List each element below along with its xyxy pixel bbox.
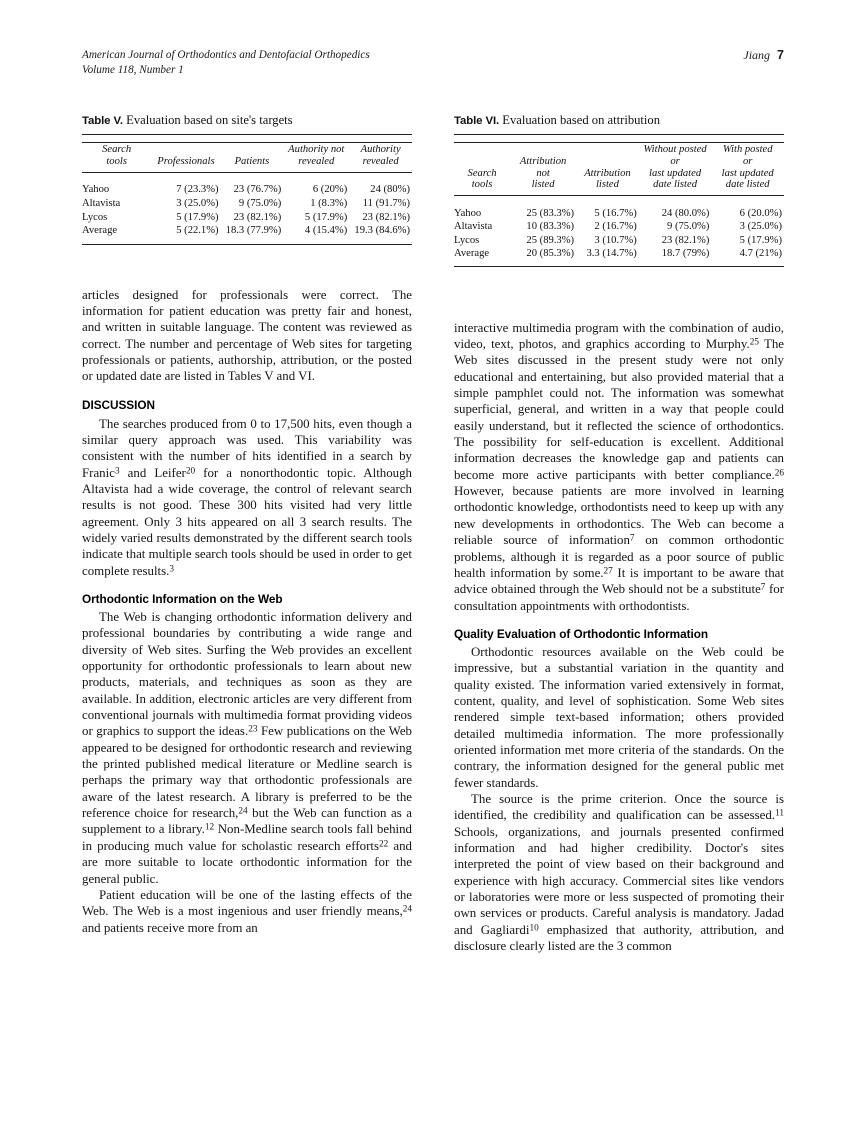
table-row — [454, 221, 784, 235]
header-line: Authority — [360, 144, 401, 156]
text-run: The searches produced from 0 to 17,500 hits, even though a similar query approach was used. This variability was consistent with the number of hits identified in a search by Franic — [82, 416, 412, 480]
cell: 7 (23.3%) — [176, 184, 219, 196]
footnote-ref: 12 — [204, 822, 215, 833]
text-run: and are more suitable to locate orthodontic information for the general public. — [82, 838, 412, 886]
header-line: revealed — [298, 155, 335, 167]
row-label: Lycos — [454, 234, 480, 246]
footnote-ref: 7 — [629, 533, 635, 544]
paragraph-quality-2 — [454, 791, 784, 954]
table-vi-block — [454, 112, 784, 268]
paragraph-right-continued — [454, 320, 784, 614]
table-v-body — [82, 178, 412, 247]
table-vi-rule-bottom — [454, 266, 784, 268]
left-column — [82, 112, 412, 1072]
heading-discussion: DISCUSSION — [82, 397, 155, 412]
footnote-ref: 22 — [378, 839, 389, 850]
paragraph-web-2 — [82, 887, 412, 936]
header-line: date listed — [653, 179, 697, 191]
cell: 6 (20%) — [312, 184, 348, 196]
text-run: for consultation appointments with orthodontists. — [454, 582, 784, 613]
footnote-ref: 24 — [238, 806, 248, 817]
text-run: and Leifer — [119, 465, 186, 480]
table-row — [82, 197, 412, 211]
table-v-header-row — [82, 143, 412, 172]
footnote-ref: 3 — [114, 466, 120, 477]
cell: 11 (91.7%) — [362, 197, 410, 209]
cell: 3 (10.7%) — [594, 234, 637, 246]
header-line: Without posted — [643, 144, 707, 156]
footnote-ref: 10 — [529, 923, 539, 934]
table-v-col-4 — [349, 143, 412, 172]
paragraph-continued: articles designed for professionals were correct. The information for patient education was pretty fair and honest, and written in suitable language. The content was reviewed as correct. The number and percentage of Web sites for targeting professionals or patients, authorship, attribution, or the posted or updated date are listed in Tables V and VI. — [82, 287, 412, 384]
header-line: Authority not — [288, 144, 345, 156]
table-vi-col-2 — [576, 143, 639, 195]
header-line: tools — [106, 155, 127, 167]
cell: 25 (83.3%) — [526, 207, 575, 219]
header-line: listed — [595, 179, 619, 191]
table-vi-rule-top — [454, 135, 784, 143]
header-line: or — [670, 155, 680, 167]
footnote-ref: 7 — [760, 582, 766, 593]
cell: 9 (75.0%) — [667, 221, 710, 233]
gap — [454, 282, 784, 320]
table-v-rule-top — [82, 135, 412, 143]
spacer — [82, 238, 412, 245]
text-run: for a nonorthodontic topic. Although Altavista had a wide coverage, the control of relevant search results is not good. These 300 hits visited had very little agreement. Only 3 hits appeared on all 3 search results. The widely varied results demonstrated by the different search tools indicate that multiple search tools should be used in order to get complete results. — [82, 465, 413, 578]
table-vi-col-3 — [639, 143, 712, 195]
header-line: revealed — [362, 155, 399, 167]
cell: 9 (75.0%) — [238, 197, 282, 209]
cell: 3 (25.0%) — [739, 221, 782, 233]
text-run: but the Web can function as a supplement to a library. — [82, 806, 413, 837]
header-line: or — [742, 155, 753, 167]
cell: 6 (20.0%) — [739, 207, 782, 219]
table-vi-header-row — [454, 143, 784, 195]
text-run: However, because patients are more involved in learning orthodontic knowledge, orthodontists need to keep up with any new developments in orthodontics. The Web can become a reliable source of information — [454, 484, 784, 548]
cell: 4 (15.4%) — [304, 225, 348, 237]
cell: 18.3 (77.9%) — [225, 225, 282, 237]
cell: 23 (76.7%) — [233, 184, 282, 196]
text-run: Schools, organizations, and journals presented confirmed information and had higher credibility. Doctor's sites interpreted the point of view based on their background and experience with high accuracy. Commercial sites like vendors or laboratories were more or less suspected of promoting their own services or products. Careful analysis is mandatory. Jadad and Gagliardi — [454, 824, 784, 937]
table-row — [454, 248, 784, 262]
header-line: With posted — [722, 144, 773, 156]
table-v — [82, 134, 412, 247]
rule — [454, 135, 784, 143]
cell: 20 (85.3%) — [526, 248, 575, 260]
right-column — [454, 112, 784, 1072]
footnote-ref: 3 — [169, 564, 174, 575]
cell: 25 (89.3%) — [526, 234, 575, 246]
table-row — [454, 207, 784, 221]
row-label: Average — [82, 225, 118, 237]
cell: 2 (16.7%) — [594, 221, 637, 233]
cell: 19.3 (84.6%) — [354, 225, 410, 237]
footnote-ref: 27 — [603, 566, 613, 577]
cell: 23 (82.1%) — [233, 211, 282, 223]
table-v-col-0 — [82, 143, 151, 172]
cell: 1 (8.3%) — [310, 197, 348, 209]
table-v-col-2 — [221, 143, 284, 172]
table-vi-label: Table VI. — [454, 115, 500, 127]
table-v-head — [82, 135, 412, 178]
table-v-col-3 — [283, 143, 349, 172]
text-run: The Web is changing orthodontic information delivery and professional boundaries by contributing a wide range and diversity of Web sites. Surfing the Web provides an excellent opportunity for orthodontic professionals to learn about new products, materials, and techniques as soon as they are available. In addition, electronic articles are very different from conventional journals with multimedia format providing videos or graphics to support the ideas. — [82, 610, 412, 739]
footnote-ref: 26 — [774, 468, 784, 479]
footnote-ref: 24 — [402, 904, 412, 915]
text-run: Few publications on the Web appeared to be designed for orthodontic research and reviewing the printed published medical literature or Medline search is perhaps the primary way that orthodontic professionals are aware of the latest research. A library is preferred to be the reference choice for research, — [82, 724, 412, 821]
footnote-ref: 23 — [248, 724, 258, 735]
header-line: Attribution — [584, 167, 631, 179]
cell: 5 (16.7%) — [594, 207, 637, 219]
cell: 24 (80%) — [370, 184, 410, 196]
table-v-block — [82, 112, 412, 247]
header-line: Search — [102, 144, 132, 156]
table-vi — [454, 134, 784, 268]
row-label: Lycos — [82, 211, 108, 223]
table-v-label: Table V. — [82, 115, 123, 127]
text-run: The source is the prime criterion. Once the source is identified, the credibility and qualification can be assessed. — [454, 791, 784, 823]
header-line: Search — [467, 167, 497, 179]
running-head — [82, 48, 784, 79]
text-run: on common orthodontic problems, although it is regarded as a poor source of public health information by some. — [454, 533, 784, 580]
cell: 24 (80.0%) — [661, 207, 710, 219]
rule — [454, 266, 784, 268]
table-vi-caption — [454, 112, 784, 129]
row-label: Yahoo — [82, 184, 110, 196]
cell: 18.7 (79%) — [661, 248, 710, 260]
cell: 4.7 (21%) — [739, 248, 782, 260]
text-run: The Web sites discussed in the present study were not only educational and entertaining, but also provided material that a simple pamphlet could not. The information was somewhat superficial, general, and written in a way that people could easily understand, but it reflected the science of orthodontics. The possibility for self-education is excellent. Additional information decreases the knowledge gap and patients can become more active participants with better compliance. — [454, 337, 785, 482]
rule — [82, 245, 412, 247]
footnote-ref: 25 — [749, 337, 759, 348]
journal-volume-line: Volume 118, Number 1 — [82, 64, 184, 77]
table-v-col-1 — [151, 143, 220, 172]
table-v-caption — [82, 112, 412, 129]
footnote-ref: 20 — [185, 466, 196, 477]
cell: 23 (82.1%) — [362, 211, 410, 223]
footnote-ref: 11 — [775, 808, 784, 819]
table-vi-col-1 — [510, 143, 576, 195]
cell: 23 (82.1%) — [661, 234, 710, 246]
paragraph-quality-1: Orthodontic resources available on the Web could be impressive, but a substantial variation in the quantity and quality existed. The information varied extensively in format, content, quality, and level of sophistication. Some Web sites rendered simple text-based information; others provided detailed multimedia information. The more professionally oriented information met more criteria of the standards. On the contrary, the information designed for the general public met fewer standards. — [454, 644, 784, 790]
text-run: It is important to be aware that advice obtained through the Web should not be a substitute — [454, 565, 784, 597]
two-column-body — [82, 112, 784, 1072]
cell: 5 (22.1%) — [176, 225, 219, 237]
author-name: Jiang — [743, 48, 771, 62]
header-line: not — [536, 167, 550, 179]
cell: 5 (17.9%) — [176, 211, 219, 223]
text-run: interactive multimedia program with the combination of audio, video, text, photos, and graphics according to Murphy. — [454, 320, 784, 352]
heading-quality-evaluation: Quality Evaluation of Orthodontic Information — [454, 626, 709, 641]
table-vi-caption-text: Evaluation based on attribution — [502, 113, 661, 127]
table-vi-body — [454, 201, 784, 268]
table-vi-head — [454, 135, 784, 201]
table-v-rule-bottom — [82, 245, 412, 247]
cell: 3 (25.0%) — [176, 197, 219, 209]
page-number: 7 — [777, 48, 784, 62]
paragraph-web-1 — [82, 609, 412, 887]
heading-orthodontic-information-on-the-web: Orthodontic Information on the Web — [82, 592, 283, 607]
table-vi-col-4 — [711, 143, 784, 195]
header-line: listed — [531, 179, 555, 191]
table-row — [82, 184, 412, 198]
header-line: tools — [471, 179, 493, 191]
text-run: Non-Medline search tools fall behind in producing much value for scholastic research efforts — [82, 822, 412, 853]
header-line: date listed — [725, 179, 770, 191]
rule — [82, 135, 412, 143]
header-line: last updated — [649, 167, 702, 179]
cell: 3.3 (14.7%) — [586, 248, 637, 260]
running-head-author-page — [743, 48, 784, 63]
table-v-caption-text: Evaluation based on site's targets — [126, 113, 293, 127]
row-label: Average — [454, 248, 490, 260]
text-run: and patients receive more from an — [82, 920, 258, 935]
table-vi-col-0 — [454, 143, 510, 195]
header-line: Attribution — [519, 155, 567, 167]
header-line: Patients — [234, 155, 270, 167]
table-row — [82, 225, 412, 239]
table-row — [82, 211, 412, 225]
journal-title-line: American Journal of Orthodontics and Dentofacial Orthopedics — [82, 49, 370, 61]
header-line: Professionals — [157, 155, 215, 167]
running-head-journal — [82, 48, 370, 79]
cell: 5 (17.9%) — [739, 234, 782, 246]
table-row — [454, 234, 784, 248]
gap — [82, 261, 412, 287]
text-run: emphasized that authority, attribution, and disclosure clearly listed are the 3 common — [454, 922, 784, 954]
paragraph-discussion-1 — [82, 416, 412, 579]
text-run: Patient education will be one of the lasting effects of the Web. The Web is a most ingenious and user friendly means, — [82, 887, 412, 919]
cell: 10 (83.3%) — [526, 221, 575, 233]
row-label: Yahoo — [454, 207, 482, 219]
row-label: Altavista — [82, 197, 121, 209]
row-label: Altavista — [454, 221, 493, 233]
cell: 5 (17.9%) — [304, 211, 348, 223]
header-line: last updated — [721, 167, 774, 179]
